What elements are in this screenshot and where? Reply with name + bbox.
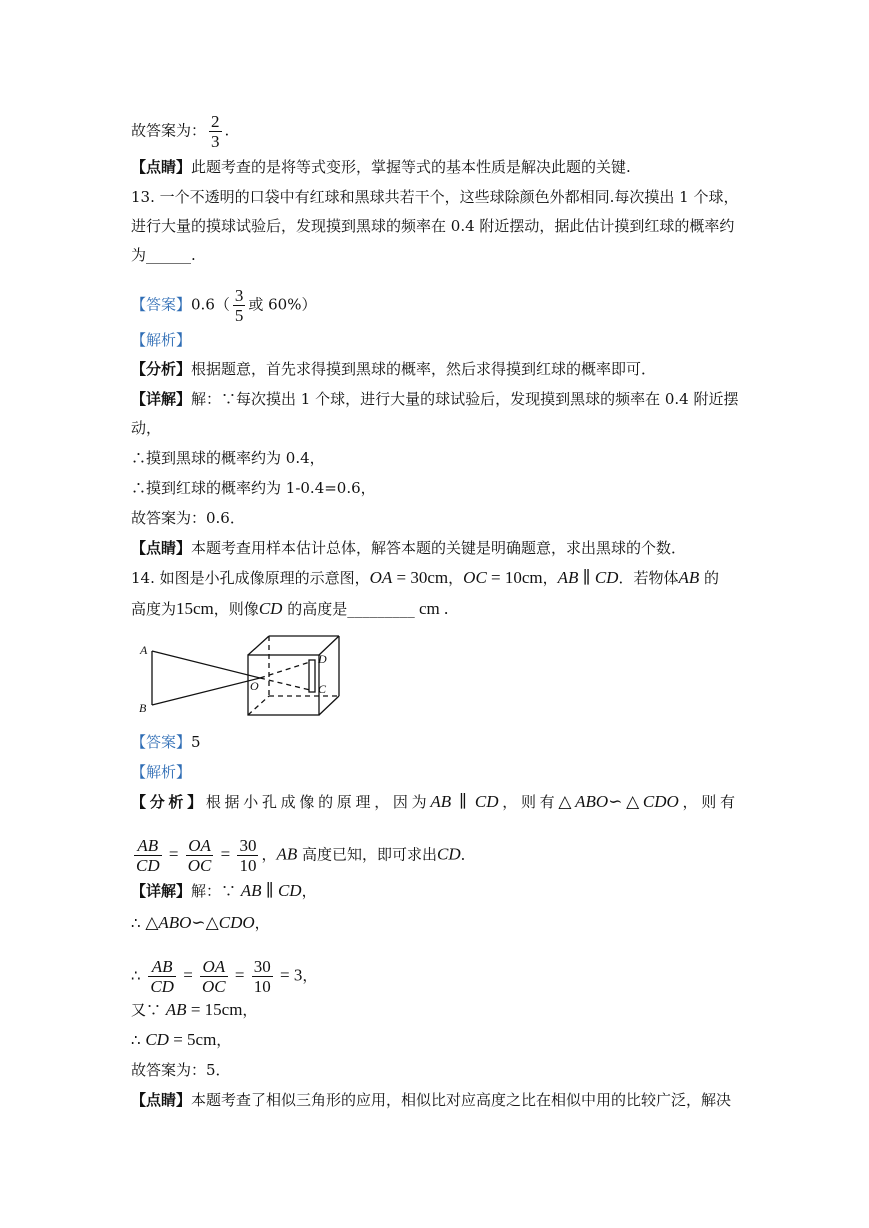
- answer-blank: ______: [146, 246, 192, 264]
- fraction-three-fifths: $\frac{3}{5}$: [234, 286, 244, 325]
- image-cd: [309, 660, 315, 692]
- q14-analysis-tag: 【解析】: [131, 763, 192, 781]
- fraction-30-10: $\frac{30}{10}$: [239, 836, 257, 875]
- q14-fenxi-line: 【分析】根据小孔成像的原理，因为AB ∥ CD，则有△ABO∽△CDO，则有: [131, 792, 735, 811]
- q13-step2: ∴摸到红球的概率约为 1-0.4=0.6，: [131, 479, 376, 497]
- q14-stem-line1: 14. 如图是小孔成像原理的示意图，OA = 30cm，OC = 10cm，AB ∥ CD．若物体AB 的: [131, 568, 720, 587]
- label-d: D: [318, 652, 327, 666]
- prev-tip-line: 【点睛】此题考查的是将等式变形，掌握等式的基本性质是解决此题的关键.: [131, 158, 631, 176]
- label-b: B: [139, 701, 147, 715]
- ray-a-o: [152, 651, 260, 678]
- q13-answer-line: 【答案】0.6（ $\frac{3}{5}$ 或 60%）: [131, 286, 317, 325]
- fraction-30-10: $\frac{30}{10}$: [253, 957, 271, 996]
- q13-stem-line1: 13. 一个不透明的口袋中有红球和黑球共若干个，这些球除颜色外都相同.每次摸出 1 个球，: [131, 188, 739, 206]
- q13-tip-line: 【点睛】本题考查用样本估计总体，解答本题的关键是明确题意，求出黑球的个数．: [131, 539, 687, 557]
- q14-tip-line: 【点睛】本题考查了相似三角形的应用，相似比对应高度之比在相似中用的比较广泛，解决: [131, 1091, 732, 1109]
- pinhole-diagram: [134, 632, 344, 722]
- label-o: O: [250, 679, 259, 693]
- prev-answer-line: 故答案为： $\frac{2}{3}$ .: [131, 112, 230, 151]
- q14-answer-line: 【答案】5: [131, 733, 201, 751]
- ray-b-o: [152, 678, 260, 705]
- fraction-oa-oc: $\frac{OA}{OC}$: [187, 836, 212, 875]
- q13-detail-line2: 动，: [131, 419, 162, 437]
- q14-detail-similar: ∴ △ABO∽△CDO，: [131, 913, 270, 932]
- q14-detail-cd-length: ∴ CD = 5cm，: [131, 1030, 232, 1049]
- q14-final-answer: 故答案为：5．: [131, 1061, 231, 1079]
- q13-final-answer: 故答案为：0.6．: [131, 509, 245, 527]
- q14-detail-line1: 【详解】解：∵ AB ∥ CD，: [131, 881, 317, 900]
- fraction-ab-cd: $\frac{AB}{CD}$: [150, 957, 174, 996]
- q14-detail-ab-length: 又∵ AB = 15cm，: [131, 1000, 258, 1019]
- answer-blank: _________: [347, 600, 415, 618]
- label-a: A: [140, 643, 148, 657]
- q14-fenxi-fraction-line: $\frac{AB}{CD}$ = $\frac{OA}{OC}$ = $\frac{30}{10}$ ，AB 高度已知，即可求出CD．: [136, 836, 476, 875]
- q13-fenxi-line: 【分析】根据题意，首先求得摸到黑球的概率，然后求得摸到红球的概率即可．: [131, 360, 657, 378]
- fraction-ab-cd: $\frac{AB}{CD}$: [136, 836, 160, 875]
- q14-stem-line2: 高度为15cm，则像CD 的高度是_________ cm .: [131, 599, 449, 618]
- fraction-two-thirds: $\frac{2}{3}$: [211, 112, 220, 151]
- q13-stem-line2: 进行大量的摸球试验后，发现摸到黑球的频率在 0.4 附近摆动，据此估计摸到红球的概率约: [131, 217, 735, 235]
- q13-analysis-tag: 【解析】: [131, 331, 192, 349]
- q13-detail-line1: 【详解】解：∵每次摸出 1 个球，进行大量的球试验后，发现摸到黑球的频率在 0.4 附近摆: [131, 390, 739, 408]
- label-c: C: [318, 682, 327, 696]
- q13-stem-line3: 为______.: [131, 246, 196, 264]
- fraction-oa-oc: $\frac{OA}{OC}$: [202, 957, 226, 996]
- q14-detail-ratio: ∴ $\frac{AB}{CD}$ = $\frac{OA}{OC}$ = $\frac{30}{10}$ = 3，: [131, 957, 318, 996]
- q13-step1: ∴摸到黑球的概率约为 0.4，: [131, 449, 325, 467]
